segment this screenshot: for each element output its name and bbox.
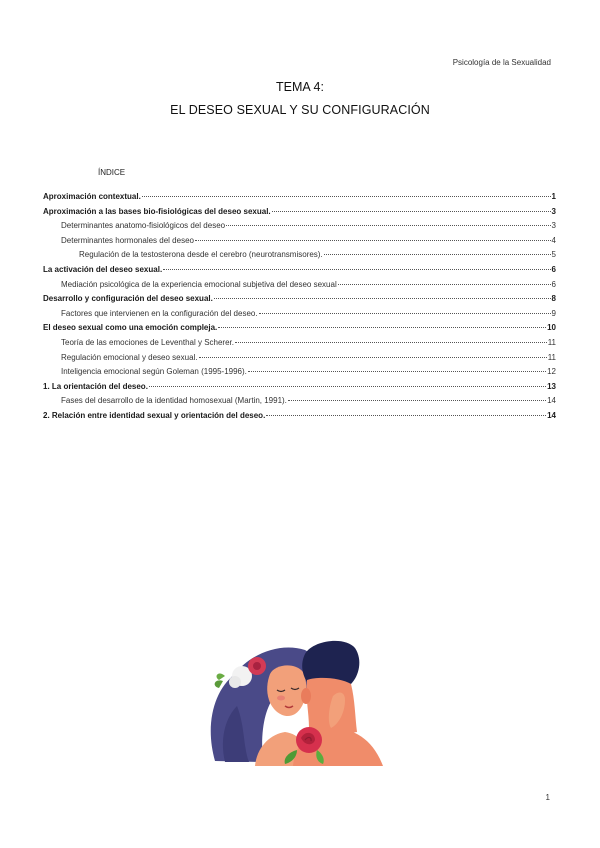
toc-entry-page: 8: [551, 294, 556, 304]
toc-entry[interactable]: [43, 382, 556, 397]
toc-entry[interactable]: [43, 323, 556, 338]
toc-leader-dots: [259, 313, 551, 314]
toc-entry-title: Aproximación a las bases bio-fisiológicas del deseo sexual.: [43, 206, 271, 216]
toc-entry-title: La activación del deseo sexual.: [43, 264, 163, 274]
toc-entry-title: Mediación psicológica de la experiencia emocional subjetiva del deseo sexual: [61, 279, 337, 289]
toc-entry-page: 9: [551, 308, 556, 318]
toc-entry-title: Regulación emocional y deseo sexual.: [61, 352, 198, 362]
toc-entry[interactable]: [43, 396, 556, 411]
index-heading: ÍNDICE: [98, 168, 126, 177]
toc-entry[interactable]: [43, 265, 556, 280]
toc-entry-page: 14: [547, 410, 556, 420]
toc-entry[interactable]: [43, 221, 556, 236]
toc-leader-dots: [195, 240, 551, 241]
toc-entry[interactable]: [43, 236, 556, 251]
toc-entry[interactable]: [43, 309, 556, 324]
toc-leader-dots: [142, 196, 551, 197]
running-header: Psicología de la Sexualidad: [452, 58, 551, 67]
toc-entry-title: Inteligencia emocional según Goleman (1995-1996).: [61, 367, 247, 377]
toc-entry-page: 13: [547, 381, 556, 391]
toc-entry-page: 1: [551, 192, 556, 201]
toc-entry-page: 10: [547, 323, 556, 333]
toc-leader-dots: [288, 400, 546, 401]
toc-leader-dots: [149, 386, 546, 387]
toc-leader-dots: [226, 225, 550, 226]
document-title: EL DESEO SEXUAL Y SU CONFIGURACIÓN: [170, 103, 430, 117]
toc-entry-page: 6: [551, 264, 556, 274]
toc-leader-dots: [324, 254, 551, 255]
toc-leader-dots: [163, 269, 550, 270]
toc-entry[interactable]: [43, 280, 556, 295]
toc-entry-page: 11: [547, 337, 556, 347]
toc-entry-title: Desarrollo y configuración del deseo sexual.: [43, 294, 213, 304]
toc-entry-title: Determinantes anatomo-fisiológicos del deseo: [61, 221, 226, 231]
toc-entry-title: El deseo sexual como una emoción compleja.: [43, 323, 218, 333]
toc-entry-page: 3: [551, 206, 556, 216]
toc-entry-title: 2. Relación entre identidad sexual y orientación del deseo.: [43, 410, 266, 420]
toc-leader-dots: [338, 284, 551, 285]
toc-entry-title: Determinantes hormonales del deseo: [61, 235, 194, 245]
toc-leader-dots: [235, 342, 547, 343]
toc-entry-page: 5: [551, 250, 556, 260]
toc-entry-title: 1. La orientación del deseo.: [43, 381, 148, 391]
page-number: 1: [545, 793, 550, 802]
man-hair: [302, 641, 359, 684]
toc-entry[interactable]: [43, 294, 556, 309]
toc-entry[interactable]: [43, 250, 556, 265]
toc-leader-dots: [214, 298, 551, 299]
toc-entry-page: 3: [551, 221, 556, 231]
toc-leader-dots: [248, 371, 546, 372]
topic-number: TEMA 4:: [276, 80, 324, 94]
toc-entry-title: Teoría de las emociones de Leventhal y Scherer.: [61, 337, 234, 347]
toc-entry-page: 11: [547, 352, 556, 362]
toc-entry[interactable]: [43, 207, 556, 222]
toc-entry-page: 6: [551, 279, 556, 289]
toc-entry[interactable]: [43, 338, 556, 353]
toc-entry-page: 14: [547, 396, 556, 406]
toc-leader-dots: [266, 415, 546, 416]
toc-entry-title: Factores que intervienen en la configuración del deseo.: [61, 308, 258, 318]
toc-entry-page: 4: [551, 235, 556, 245]
toc-leader-dots: [272, 211, 551, 212]
toc-entry[interactable]: [43, 192, 556, 207]
woman-face: [267, 665, 306, 716]
toc-entry[interactable]: [43, 411, 556, 426]
toc-leader-dots: [218, 327, 546, 328]
toc-entry-title: Aproximación contextual.: [43, 192, 141, 201]
toc-entry[interactable]: [43, 367, 556, 382]
toc-entry-page: 12: [547, 367, 556, 377]
couple-embrace-illustration: [205, 636, 390, 766]
toc-entry-title: Regulación de la testosterona desde el cerebro (neurotransmisores).: [79, 250, 323, 260]
toc-leader-dots: [199, 357, 547, 358]
table-of-contents: [43, 192, 556, 426]
toc-entry[interactable]: [43, 353, 556, 368]
toc-entry-title: Fases del desarrollo de la identidad homosexual (Martin, 1991).: [61, 396, 287, 406]
